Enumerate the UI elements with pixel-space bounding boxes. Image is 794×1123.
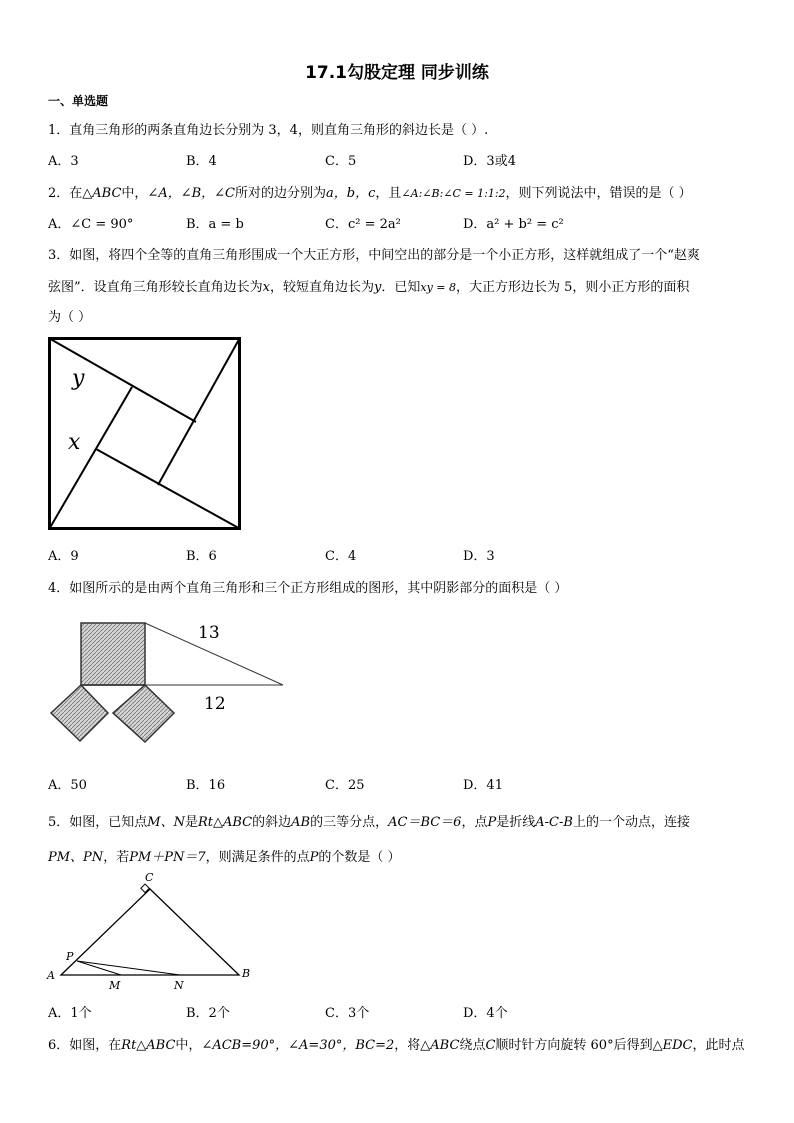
section-heading: 一、单选题 bbox=[48, 94, 109, 108]
q5-option-d[interactable]: D．4个 bbox=[463, 1006, 508, 1021]
q2-option-a[interactable]: A．∠C = 90° bbox=[48, 217, 134, 232]
question-3-line-3: 为（ ） bbox=[48, 310, 92, 325]
label-b: B bbox=[242, 967, 251, 980]
page-title: 17.1勾股定理 同步训练 bbox=[305, 63, 489, 83]
label-p: P bbox=[66, 950, 74, 963]
q2-option-b[interactable]: B．a = b bbox=[186, 217, 244, 232]
triangle-edge-right bbox=[158, 339, 240, 486]
q4-option-b[interactable]: B．16 bbox=[186, 778, 226, 793]
q1-option-b[interactable]: B．4 bbox=[186, 154, 217, 169]
q1-option-d[interactable]: D．3或4 bbox=[463, 154, 516, 169]
q1-option-c[interactable]: C．5 bbox=[325, 154, 357, 169]
q2-option-d[interactable]: D．a² + b² = c² bbox=[463, 217, 564, 232]
label-x: x bbox=[68, 430, 81, 455]
question-1-stem: 1．直角三角形的两条直角边长分别为 3，4，则直角三角形的斜边长是（ ）. bbox=[48, 123, 489, 138]
q2-option-c[interactable]: C．c² = 2a² bbox=[325, 217, 401, 232]
q4-option-a[interactable]: A．50 bbox=[48, 778, 87, 793]
label-a: A bbox=[47, 969, 55, 982]
q4-option-c[interactable]: C．25 bbox=[325, 778, 365, 793]
question-3-line-1: 3．如图，将四个全等的直角三角形围成一个大正方形，中间空出的部分是一个小正方形，这样就组成了一个“赵爽 bbox=[48, 248, 700, 263]
segment-pn bbox=[77, 961, 180, 975]
label-c: C bbox=[145, 871, 154, 884]
label-n: N bbox=[174, 979, 184, 992]
q3-option-a[interactable]: A．9 bbox=[48, 549, 79, 564]
q3-option-c[interactable]: C．4 bbox=[325, 549, 357, 564]
question-2-stem: 2．在△ABC中，∠A，∠B，∠C所对的边分别为a，b，c，且∠A:∠B:∠C = 1:1:2，则下列说法中，错误的是（ ） bbox=[48, 186, 692, 201]
right-shaded-square bbox=[113, 685, 174, 742]
label-y: y bbox=[72, 366, 85, 391]
question-4-stem: 4．如图所示的是由两个直角三角形和三个正方形组成的图形，其中阴影部分的面积是（ ） bbox=[48, 581, 568, 596]
q5-option-a[interactable]: A．1个 bbox=[48, 1006, 92, 1021]
segment-pm bbox=[77, 961, 121, 975]
squares-triangles-diagram bbox=[48, 620, 288, 745]
question-5-line-1: 5．如图，已知点M、N是Rt△ABC的斜边AB的三等分点，AC＝BC＝6，点P是折线A-C-B上的一个动点，连接 bbox=[48, 815, 690, 830]
q3-option-d[interactable]: D．3 bbox=[463, 549, 495, 564]
question-3-line-2: 弦图”．设直角三角形较长直角边长为x，较短直角边长为y．已知xy = 8，大正方形边长为 5，则小正方形的面积 bbox=[48, 280, 690, 295]
zhao-shuang-diagram bbox=[48, 337, 242, 531]
q5-option-c[interactable]: C．3个 bbox=[325, 1006, 370, 1021]
right-triangle-diagram bbox=[44, 868, 259, 992]
q4-option-d[interactable]: D．41 bbox=[463, 778, 503, 793]
question-6-line-1: 6．如图，在Rt△ABC中，∠ACB=90°，∠A=30°，BC=2，将△ABC绕点C顺时针方向旋转 60°后得到△EDC，此时点 bbox=[48, 1038, 745, 1053]
question-5-line-2: PM、PN，若PM＋PN＝7，则满足条件的点P的个数是（ ） bbox=[48, 850, 401, 865]
label-12: 12 bbox=[204, 694, 226, 714]
q3-option-b[interactable]: B．6 bbox=[186, 549, 217, 564]
triangle-edge-bottom bbox=[96, 449, 240, 529]
q5-option-b[interactable]: B．2个 bbox=[186, 1006, 230, 1021]
top-shaded-square bbox=[81, 623, 145, 685]
label-m: M bbox=[109, 979, 121, 992]
left-shaded-square bbox=[51, 685, 108, 741]
label-13: 13 bbox=[198, 623, 220, 643]
q1-option-a[interactable]: A．3 bbox=[48, 154, 79, 169]
triangle-edge-left bbox=[50, 387, 133, 529]
